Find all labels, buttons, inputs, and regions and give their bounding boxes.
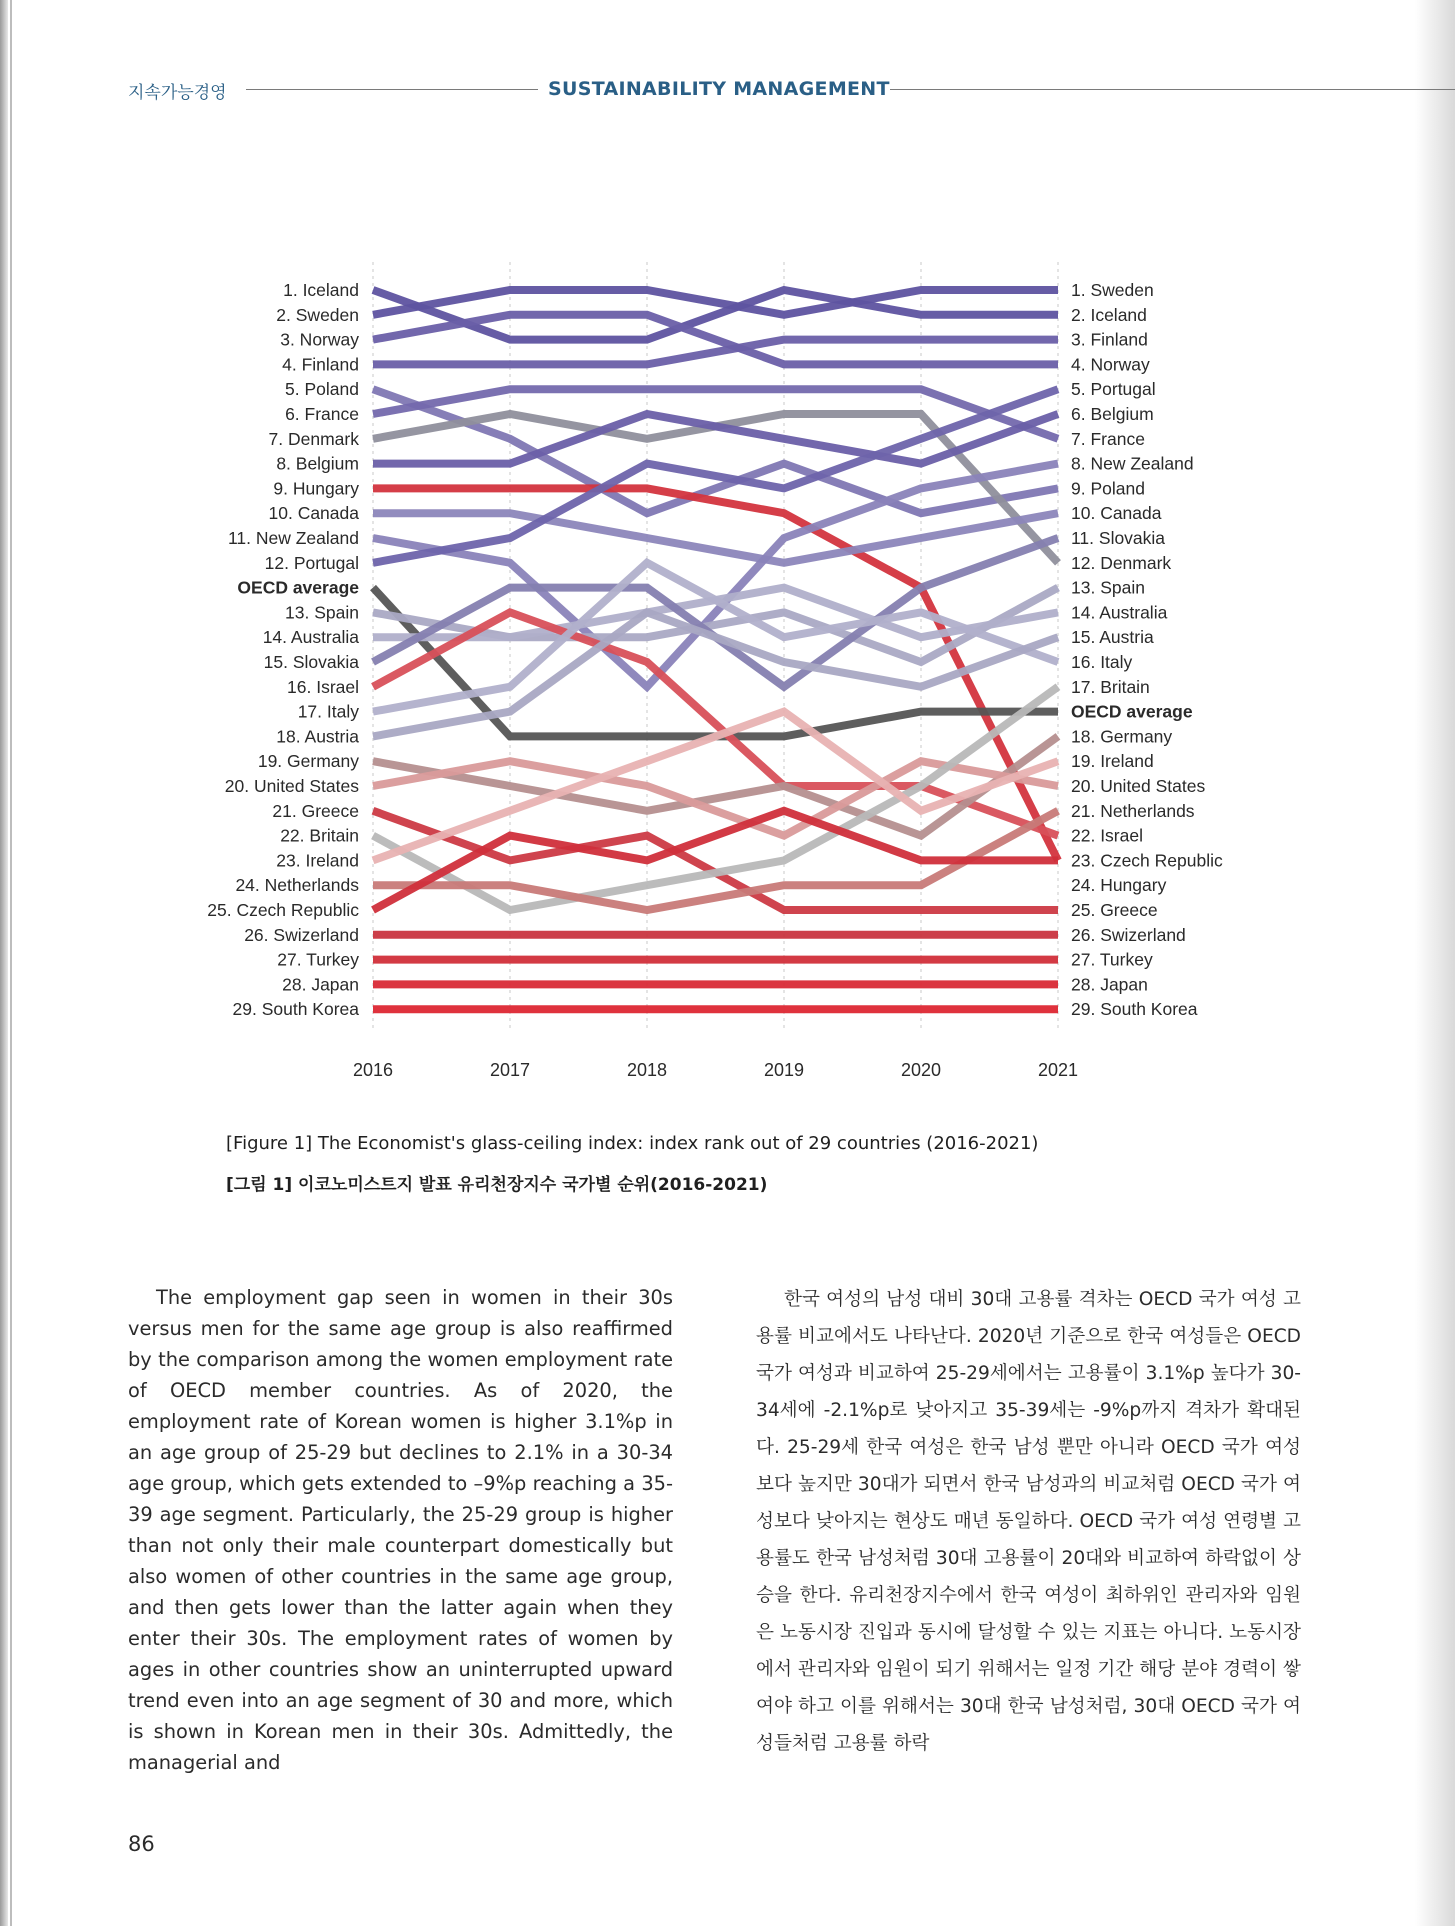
left-label: 23. Ireland xyxy=(276,850,359,871)
figure-caption-kr: [그림 1] 이코노미스트지 발표 유리천장지수 국가별 순위(2016-2021) xyxy=(226,1175,768,1195)
left-label: 16. Israel xyxy=(287,676,359,697)
left-label: 13. Spain xyxy=(285,602,359,623)
right-label: 9. Poland xyxy=(1071,478,1145,499)
right-label: 27. Turkey xyxy=(1071,949,1153,970)
left-label: OECD average xyxy=(237,577,359,598)
left-label: 5. Poland xyxy=(285,379,359,400)
left-label: 24. Netherlands xyxy=(235,875,359,896)
right-label: 26. Swizerland xyxy=(1071,924,1186,945)
left-label: 7. Denmark xyxy=(268,428,359,449)
left-label: 12. Portugal xyxy=(264,552,359,573)
right-label: 5. Portugal xyxy=(1071,379,1156,400)
right-label: 3. Finland xyxy=(1071,329,1148,350)
header-section-kr: 지속가능경영 xyxy=(128,83,227,103)
figure-caption-en: [Figure 1] The Economist's glass-ceiling index: index rank out of 29 countries (2016-2021) xyxy=(226,1133,1039,1154)
x-tick-label: 2018 xyxy=(626,1060,668,1080)
right-label: 13. Spain xyxy=(1071,577,1145,598)
page-number: 86 xyxy=(128,1832,155,1856)
right-label: 1. Sweden xyxy=(1071,280,1154,300)
body-text-en: The employment gap seen in women in their 30s versus men for the same age group is also reaffirmed by the comparison among the women employment rate of OECD member countries. As of 2020, the employment rate of Korean women is higher 3.1%p in an age group of 25-29 but declines to 2.1% in a 30-34 age group, which gets extended to –9%p reaching a 35-39 age segment. Particularly, the 25-29 group is higher than not only their male counterpart domestically but also women of other countries in the same age group, and then gets lower than the latter again when they enter their 30s. The employment rates of women by ages in other countries show an uninterrupted upward trend even into an age segment of 30 and more, which is shown in Korean men in their 30s. Admittedly, the managerial and xyxy=(128,1286,673,1774)
right-label: 16. Italy xyxy=(1071,652,1133,672)
x-tick-label: 2017 xyxy=(489,1060,531,1080)
right-label: 20. United States xyxy=(1071,776,1206,796)
left-label: 9. Hungary xyxy=(273,478,359,499)
left-label: 18. Austria xyxy=(276,726,359,747)
right-label: 10. Canada xyxy=(1071,503,1162,524)
x-tick-label: 2019 xyxy=(763,1060,805,1080)
left-label: 4. Finland xyxy=(282,354,359,375)
right-label: 11. Slovakia xyxy=(1071,528,1166,548)
left-label: 15. Slovakia xyxy=(263,652,359,672)
left-label: 21. Greece xyxy=(272,800,359,821)
right-label: 18. Germany xyxy=(1071,726,1173,747)
left-label: 17. Italy xyxy=(297,701,359,722)
series-france xyxy=(373,389,1058,439)
x-tick-label: 2016 xyxy=(352,1060,394,1080)
left-label: 11. New Zealand xyxy=(227,528,359,548)
left-label: 10. Canada xyxy=(268,503,359,524)
right-label: 29. South Korea xyxy=(1071,999,1198,1020)
header-section-en: SUSTAINABILITY MANAGEMENT xyxy=(548,78,890,100)
series-portugal xyxy=(373,389,1058,563)
left-label: 20. United States xyxy=(224,776,359,796)
left-label: 29. South Korea xyxy=(232,999,359,1020)
right-label: 6. Belgium xyxy=(1071,404,1154,424)
right-label: 25. Greece xyxy=(1071,900,1158,920)
left-label: 14. Australia xyxy=(262,627,359,648)
left-label: 27. Turkey xyxy=(277,949,359,970)
x-tick-label: 2021 xyxy=(1037,1060,1079,1080)
right-label: 28. Japan xyxy=(1071,974,1148,995)
left-label: 6. France xyxy=(285,404,359,424)
right-label: 24. Hungary xyxy=(1071,875,1167,896)
right-label: 19. Ireland xyxy=(1071,751,1154,772)
right-label: 14. Australia xyxy=(1071,602,1168,623)
right-label: 23. Czech Republic xyxy=(1071,850,1223,871)
right-label: 7. France xyxy=(1071,428,1145,449)
left-label: 1. Iceland xyxy=(283,280,359,300)
right-label: 2. Iceland xyxy=(1071,304,1147,325)
x-tick-label: 2020 xyxy=(900,1060,942,1080)
left-label: 3. Norway xyxy=(280,329,359,350)
right-label: 22. Israel xyxy=(1071,825,1143,846)
left-label: 22. Britain xyxy=(280,825,359,846)
left-label: 8. Belgium xyxy=(276,453,359,474)
body-text-kr: 한국 여성의 남성 대비 30대 고용률 격차는 OECD 국가 여성 고용률 비교에서도 나타난다. 2020년 기준으로 한국 여성들은 OECD 국가 여성과 비교하여 25-29세에서는 고용률이 3.1%p 높다가 30-34세에 -2.1%p로 낮아지고 35-39세는 -9%p까지 격차가 확대된다. 25-29세 한국 여성은 한국 남성 뿐만 아니라 OECD 국가 여성보다 높지만 30대가 되면서 한국 남성과의 비교처럼 OECD 국가 여성보다 낮아지는 현상도 매년 동일하다. OECD 국가 여성 연령별 고용률도 한국 남성처럼 30대 고용률이 20대와 비교하여 하락없이 상승을 한다. 유리천장지수에서 한국 여성이 최하위인 관리자와 임원은 노동시장 진입과 동시에 달성할 수 있는 지표는 아니다. 노동시장에서 관리자와 임원이 되기 위해서는 일정 기간 해당 분야 경력이 쌓여야 하고 이를 위해서는 30대 한국 남성처럼, 30대 OECD 국가 여성들처럼 고용률 하락 xyxy=(756,1289,1301,1754)
right-label: OECD average xyxy=(1071,701,1193,722)
right-label: 17. Britain xyxy=(1071,676,1150,697)
left-label: 25. Czech Republic xyxy=(207,900,359,920)
left-label: 19. Germany xyxy=(257,751,359,772)
left-label: 26. Swizerland xyxy=(244,924,359,945)
right-label: 21. Netherlands xyxy=(1071,800,1195,821)
left-label: 28. Japan xyxy=(282,974,359,995)
right-label: 12. Denmark xyxy=(1071,552,1172,573)
right-label: 4. Norway xyxy=(1071,354,1150,375)
right-label: 8. New Zealand xyxy=(1071,453,1194,474)
left-label: 2. Sweden xyxy=(276,304,359,325)
right-label: 15. Austria xyxy=(1071,627,1154,648)
